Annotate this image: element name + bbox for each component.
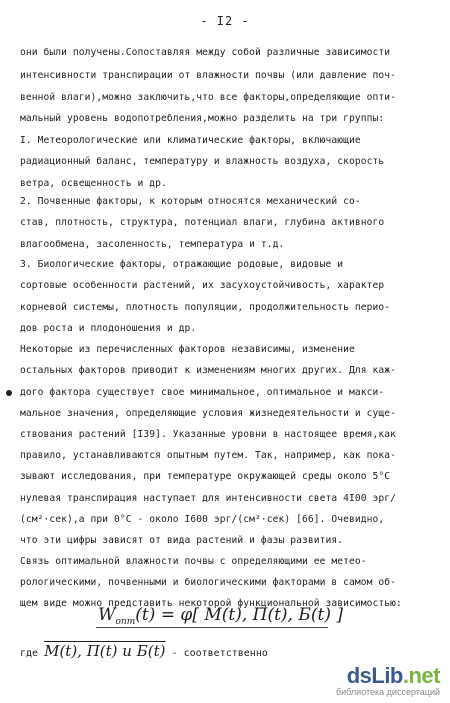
watermark-logo-tld: .net [402, 663, 440, 688]
text-line: дого фактора существует свое минимальное, оптимальное и макси- [20, 387, 385, 398]
where-suffix: - соответственно [171, 648, 268, 659]
text-line: радиационный баланс, температуру и влажность воздуха, скорость [20, 156, 385, 167]
text-line: правило, устанавливаются опытным путем. Так, например, как пока- [20, 450, 397, 461]
text-line: Связь оптимальной влажности почвы с определяющими ее метео- [20, 556, 367, 567]
text-line: зывают исследования, при температуре окружающей среды около 5°С [20, 471, 391, 482]
margin-mark [6, 390, 12, 396]
formula-lhs-subscript: опт [115, 617, 136, 627]
text-line: венной влаги),можно заключить,что все факторы,определяющие опти- [20, 92, 397, 103]
text-line: став, плотность, структура, потенциал влаги, глубина активного [20, 217, 385, 228]
text-line: корневой системы, плотность популяции, продолжительность перио- [20, 302, 391, 313]
text-line: что эти цифры зависят от вида растений и фазы развития. [20, 535, 344, 546]
page-number: - I2 - [200, 14, 250, 28]
where-prefix: где [20, 648, 39, 659]
watermark-logo [336, 663, 440, 689]
text-line: ствования растений [I39]. Указанные уровни в настоящее время,как [20, 429, 397, 440]
text-line: нулевая транспирация наступает для интенсивности света 4I00 эрг/ [20, 493, 397, 504]
text-line: (см²·сек),а при 0°С - около I600 эрг/(см²·сек) [66]. Очевидно, [20, 514, 385, 525]
text-line: мальное значения, определяющие условия жизнедеятельности и суще- [20, 408, 397, 419]
watermark-subtitle: библиотека диссертаций [335, 687, 440, 697]
formula [98, 605, 398, 627]
text-line: щем виде можно представить некоторой функциональной зависимостью: [20, 598, 402, 609]
text-line: влагообмена, засоленность, температура и т.д. [20, 239, 285, 250]
text-line: интенсивности транспирации от влажности почвы (или давление поч- [20, 70, 397, 81]
text-line: 3. Биологические факторы, отражающие родовые, видовые и [20, 259, 344, 270]
text-line: сортовые особенности растений, их засухоустойчивость, характер [20, 280, 385, 291]
formula-rhs: (t) = φ[ M(t), П(t), Б(t) ] [135, 605, 343, 625]
text-line: остальных факторов приводит к изменениям многих других. Для каж- [20, 365, 397, 376]
formula-lhs: W [98, 605, 116, 625]
text-line: мальный уровень водопотребления,можно разделить на три группы: [20, 113, 385, 124]
watermark-logo-main: dsLib [346, 663, 403, 688]
where-terms: M(t), П(t) и Б(t) [44, 642, 166, 660]
text-line: они были получены.Сопоставляя между собой различные зависимости [20, 47, 391, 58]
formula-underline [96, 627, 328, 628]
text-line: Некоторые из перечисленных факторов независимы, изменение [20, 344, 355, 355]
text-line: рологическими, почвенными и биологическими факторами в самом об- [20, 577, 397, 588]
text-line: ветра, освещенность и др. [20, 178, 167, 189]
text-line: 2. Почвенные факторы, к которым относятся механический со- [20, 196, 361, 207]
where-clause [20, 641, 268, 664]
text-line: дов роста и плодоношения и др. [20, 323, 197, 334]
watermark [336, 663, 440, 697]
text-line: I. Метеорологические или климатические факторы, включающие [20, 135, 361, 146]
